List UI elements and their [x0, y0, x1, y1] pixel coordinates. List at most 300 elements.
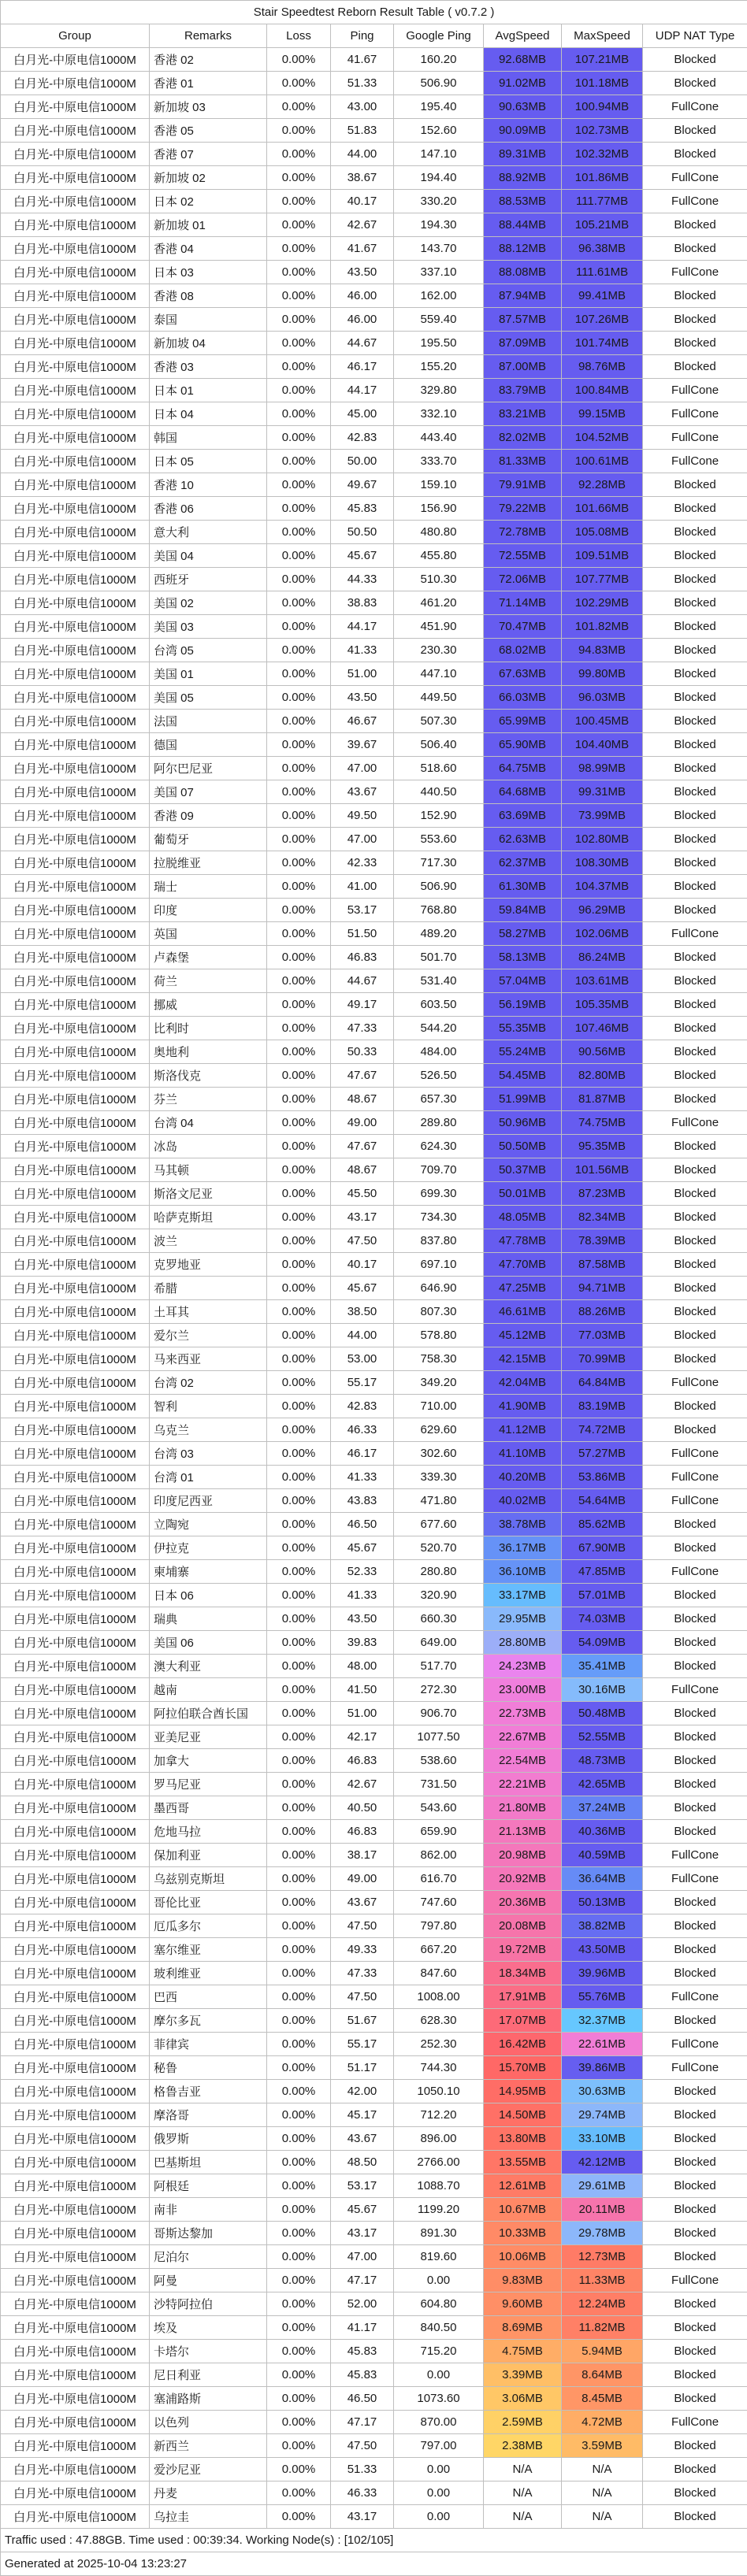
avg-speed-cell: 47.78MB — [484, 1229, 562, 1253]
table-row — [1, 2411, 747, 2434]
avg-speed-cell: 88.53MB — [484, 190, 562, 213]
max-speed-cell: 100.45MB — [562, 710, 643, 733]
avg-speed-cell: 87.00MB — [484, 355, 562, 379]
remarks-cell: 荷兰 — [150, 969, 267, 993]
loss-cell: 0.00% — [267, 1277, 331, 1300]
ping-cell: 46.00 — [331, 284, 394, 308]
max-speed-cell: 102.06MB — [562, 922, 643, 946]
max-speed-cell: N/A — [562, 2505, 643, 2529]
loss-cell: 0.00% — [267, 308, 331, 332]
ping-cell: 46.00 — [331, 308, 394, 332]
google-ping-cell: 629.60 — [394, 1418, 484, 1442]
avg-speed-cell: 8.69MB — [484, 2316, 562, 2340]
loss-cell: 0.00% — [267, 1158, 331, 1182]
group-cell: 白月光-中原电信1000M — [1, 143, 150, 166]
table-row — [1, 1914, 747, 1938]
remarks-cell: 阿根廷 — [150, 2174, 267, 2198]
nat-type-cell: Blocked — [643, 2481, 747, 2505]
remarks-cell: 印度 — [150, 899, 267, 922]
google-ping-cell: 712.20 — [394, 2103, 484, 2127]
table-row — [1, 2056, 747, 2080]
google-ping-cell: 2766.00 — [394, 2151, 484, 2174]
nat-type-cell: Blocked — [643, 1017, 747, 1040]
ping-cell: 45.83 — [331, 2340, 394, 2363]
table-row — [1, 332, 747, 355]
remarks-cell: 香港 08 — [150, 284, 267, 308]
google-ping-cell: 443.40 — [394, 426, 484, 450]
google-ping-cell: 862.00 — [394, 1844, 484, 1867]
loss-cell: 0.00% — [267, 710, 331, 733]
ping-cell: 47.17 — [331, 2411, 394, 2434]
table-row — [1, 615, 747, 639]
avg-speed-cell: 29.95MB — [484, 1607, 562, 1631]
remarks-cell: 日本 05 — [150, 450, 267, 473]
table-row — [1, 1513, 747, 1536]
google-ping-cell: 143.70 — [394, 237, 484, 261]
table-row — [1, 2340, 747, 2363]
ping-cell: 46.50 — [331, 1513, 394, 1536]
remarks-cell: 阿拉伯联合酋长国 — [150, 1702, 267, 1725]
nat-type-cell: Blocked — [643, 1773, 747, 1796]
google-ping-cell: 333.70 — [394, 450, 484, 473]
max-speed-cell: 38.82MB — [562, 1914, 643, 1938]
max-speed-cell: 82.80MB — [562, 1064, 643, 1088]
max-speed-cell: 67.90MB — [562, 1536, 643, 1560]
remarks-cell: 乌克兰 — [150, 1418, 267, 1442]
group-cell: 白月光-中原电信1000M — [1, 1631, 150, 1655]
ping-cell: 53.17 — [331, 2174, 394, 2198]
nat-type-cell: Blocked — [643, 2458, 747, 2481]
group-cell: 白月光-中原电信1000M — [1, 733, 150, 757]
table-row — [1, 1206, 747, 1229]
avg-speed-cell: 68.02MB — [484, 639, 562, 662]
table-row — [1, 166, 747, 190]
table-row — [1, 2363, 747, 2387]
loss-cell: 0.00% — [267, 2434, 331, 2458]
table-row — [1, 48, 747, 72]
table-row — [1, 1229, 747, 1253]
google-ping-cell: 717.30 — [394, 851, 484, 875]
ping-cell: 42.67 — [331, 213, 394, 237]
avg-speed-cell: 14.50MB — [484, 2103, 562, 2127]
table-row — [1, 450, 747, 473]
google-ping-cell: 289.80 — [394, 1111, 484, 1135]
col-header-avg-speed: AvgSpeed — [484, 24, 562, 48]
max-speed-cell: 100.94MB — [562, 95, 643, 119]
group-cell: 白月光-中原电信1000M — [1, 1064, 150, 1088]
ping-cell: 44.17 — [331, 379, 394, 402]
max-speed-cell: 64.84MB — [562, 1371, 643, 1395]
group-cell: 白月光-中原电信1000M — [1, 1158, 150, 1182]
google-ping-cell: 195.50 — [394, 332, 484, 355]
max-speed-cell: 104.40MB — [562, 733, 643, 757]
avg-speed-cell: 13.55MB — [484, 2151, 562, 2174]
google-ping-cell: 1088.70 — [394, 2174, 484, 2198]
ping-cell: 53.17 — [331, 899, 394, 922]
avg-speed-cell: 19.72MB — [484, 1938, 562, 1962]
remarks-cell: 比利时 — [150, 1017, 267, 1040]
table-row — [1, 946, 747, 969]
table-row — [1, 828, 747, 851]
table-row — [1, 1135, 747, 1158]
google-ping-cell: 1050.10 — [394, 2080, 484, 2103]
avg-speed-cell: 36.17MB — [484, 1536, 562, 1560]
remarks-cell: 德国 — [150, 733, 267, 757]
group-cell: 白月光-中原电信1000M — [1, 1182, 150, 1206]
avg-speed-cell: 9.83MB — [484, 2269, 562, 2292]
loss-cell: 0.00% — [267, 1206, 331, 1229]
avg-speed-cell: 87.94MB — [484, 284, 562, 308]
google-ping-cell: 819.60 — [394, 2245, 484, 2269]
avg-speed-cell: 83.79MB — [484, 379, 562, 402]
loss-cell: 0.00% — [267, 757, 331, 780]
loss-cell: 0.00% — [267, 1749, 331, 1773]
avg-speed-cell: 41.12MB — [484, 1418, 562, 1442]
google-ping-cell: 847.60 — [394, 1962, 484, 1985]
max-speed-cell: 111.61MB — [562, 261, 643, 284]
nat-type-cell: Blocked — [643, 1229, 747, 1253]
max-speed-cell: 101.18MB — [562, 72, 643, 95]
avg-speed-cell: 28.80MB — [484, 1631, 562, 1655]
remarks-cell: 尼日利亚 — [150, 2363, 267, 2387]
nat-type-cell: Blocked — [643, 1277, 747, 1300]
group-cell: 白月光-中原电信1000M — [1, 568, 150, 591]
group-cell: 白月光-中原电信1000M — [1, 2458, 150, 2481]
avg-speed-cell: 36.10MB — [484, 1560, 562, 1584]
avg-speed-cell: 17.07MB — [484, 2009, 562, 2033]
google-ping-cell: 156.90 — [394, 497, 484, 521]
loss-cell: 0.00% — [267, 2151, 331, 2174]
remarks-cell: 伊拉克 — [150, 1536, 267, 1560]
group-cell: 白月光-中原电信1000M — [1, 355, 150, 379]
max-speed-cell: 102.32MB — [562, 143, 643, 166]
nat-type-cell: Blocked — [643, 1749, 747, 1773]
table-row — [1, 1300, 747, 1324]
google-ping-cell: 697.10 — [394, 1253, 484, 1277]
max-speed-cell: 50.13MB — [562, 1891, 643, 1914]
generated-text: Generated at 2025-10-04 13:23:27 — [1, 2552, 747, 2576]
ping-cell: 43.67 — [331, 1891, 394, 1914]
max-speed-cell: 37.24MB — [562, 1796, 643, 1820]
group-cell: 白月光-中原电信1000M — [1, 332, 150, 355]
remarks-cell: 香港 04 — [150, 237, 267, 261]
ping-cell: 41.33 — [331, 639, 394, 662]
remarks-cell: 卡塔尔 — [150, 2340, 267, 2363]
ping-cell: 55.17 — [331, 2033, 394, 2056]
google-ping-cell: 160.20 — [394, 48, 484, 72]
nat-type-cell: FullCone — [643, 2269, 747, 2292]
loss-cell: 0.00% — [267, 1914, 331, 1938]
group-cell: 白月光-中原电信1000M — [1, 591, 150, 615]
ping-cell: 51.50 — [331, 922, 394, 946]
max-speed-cell: 29.74MB — [562, 2103, 643, 2127]
ping-cell: 48.00 — [331, 1655, 394, 1678]
table-row — [1, 1962, 747, 1985]
nat-type-cell: Blocked — [643, 1064, 747, 1088]
group-cell: 白月光-中原电信1000M — [1, 544, 150, 568]
loss-cell: 0.00% — [267, 1040, 331, 1064]
ping-cell: 49.67 — [331, 473, 394, 497]
nat-type-cell: Blocked — [643, 143, 747, 166]
max-speed-cell: 39.96MB — [562, 1962, 643, 1985]
google-ping-cell: 447.10 — [394, 662, 484, 686]
remarks-cell: 新加坡 03 — [150, 95, 267, 119]
table-row — [1, 355, 747, 379]
google-ping-cell: 710.00 — [394, 1395, 484, 1418]
loss-cell: 0.00% — [267, 284, 331, 308]
avg-speed-cell: 61.30MB — [484, 875, 562, 899]
avg-speed-cell: 55.24MB — [484, 1040, 562, 1064]
remarks-cell: 香港 01 — [150, 72, 267, 95]
group-cell: 白月光-中原电信1000M — [1, 213, 150, 237]
table-row — [1, 1040, 747, 1064]
table-row — [1, 2458, 747, 2481]
ping-cell: 45.67 — [331, 2198, 394, 2222]
ping-cell: 44.67 — [331, 332, 394, 355]
loss-cell: 0.00% — [267, 1678, 331, 1702]
group-cell: 白月光-中原电信1000M — [1, 1466, 150, 1489]
remarks-cell: 乌兹别克斯坦 — [150, 1867, 267, 1891]
avg-speed-cell: 62.63MB — [484, 828, 562, 851]
google-ping-cell: 870.00 — [394, 2411, 484, 2434]
loss-cell: 0.00% — [267, 1395, 331, 1418]
ping-cell: 41.67 — [331, 48, 394, 72]
nat-type-cell: Blocked — [643, 1796, 747, 1820]
group-cell: 白月光-中原电信1000M — [1, 473, 150, 497]
table-row — [1, 237, 747, 261]
ping-cell: 38.83 — [331, 591, 394, 615]
avg-speed-cell: 64.75MB — [484, 757, 562, 780]
group-cell: 白月光-中原电信1000M — [1, 1773, 150, 1796]
table-row — [1, 2009, 747, 2033]
max-speed-cell: 86.24MB — [562, 946, 643, 969]
remarks-cell: 格鲁吉亚 — [150, 2080, 267, 2103]
remarks-cell: 菲律宾 — [150, 2033, 267, 2056]
avg-speed-cell: 88.92MB — [484, 166, 562, 190]
ping-cell: 47.67 — [331, 1135, 394, 1158]
column-header-row — [1, 24, 747, 48]
table-row — [1, 1182, 747, 1206]
ping-cell: 51.83 — [331, 119, 394, 143]
loss-cell: 0.00% — [267, 804, 331, 828]
max-speed-cell: 102.29MB — [562, 591, 643, 615]
avg-speed-cell: 24.23MB — [484, 1655, 562, 1678]
table-row — [1, 72, 747, 95]
remarks-cell: 沙特阿拉伯 — [150, 2292, 267, 2316]
avg-speed-cell: 2.59MB — [484, 2411, 562, 2434]
ping-cell: 42.17 — [331, 1725, 394, 1749]
loss-cell: 0.00% — [267, 1938, 331, 1962]
remarks-cell: 卢森堡 — [150, 946, 267, 969]
table-row — [1, 95, 747, 119]
google-ping-cell: 0.00 — [394, 2505, 484, 2529]
avg-speed-cell: N/A — [484, 2505, 562, 2529]
avg-speed-cell: 54.45MB — [484, 1064, 562, 1088]
max-speed-cell: 30.63MB — [562, 2080, 643, 2103]
ping-cell: 46.33 — [331, 2481, 394, 2505]
avg-speed-cell: 90.09MB — [484, 119, 562, 143]
group-cell: 白月光-中原电信1000M — [1, 639, 150, 662]
max-speed-cell: 101.82MB — [562, 615, 643, 639]
nat-type-cell: Blocked — [643, 2103, 747, 2127]
ping-cell: 45.83 — [331, 497, 394, 521]
loss-cell: 0.00% — [267, 1725, 331, 1749]
table-row — [1, 2505, 747, 2529]
avg-speed-cell: 10.33MB — [484, 2222, 562, 2245]
google-ping-cell: 449.50 — [394, 686, 484, 710]
ping-cell: 43.50 — [331, 1607, 394, 1631]
remarks-cell: 拉脱维亚 — [150, 851, 267, 875]
nat-type-cell: FullCone — [643, 402, 747, 426]
loss-cell: 0.00% — [267, 686, 331, 710]
loss-cell: 0.00% — [267, 2245, 331, 2269]
remarks-cell: 巴基斯坦 — [150, 2151, 267, 2174]
nat-type-cell: Blocked — [643, 568, 747, 591]
loss-cell: 0.00% — [267, 261, 331, 284]
max-speed-cell: N/A — [562, 2481, 643, 2505]
loss-cell: 0.00% — [267, 1702, 331, 1725]
ping-cell: 47.50 — [331, 1914, 394, 1938]
group-cell: 白月光-中原电信1000M — [1, 2103, 150, 2127]
google-ping-cell: 526.50 — [394, 1064, 484, 1088]
google-ping-cell: 194.40 — [394, 166, 484, 190]
max-speed-cell: 100.61MB — [562, 450, 643, 473]
avg-speed-cell: 10.06MB — [484, 2245, 562, 2269]
table-row — [1, 190, 747, 213]
group-cell: 白月光-中原电信1000M — [1, 993, 150, 1017]
max-speed-cell: 11.82MB — [562, 2316, 643, 2340]
table-row — [1, 1867, 747, 1891]
group-cell: 白月光-中原电信1000M — [1, 946, 150, 969]
table-row — [1, 2198, 747, 2222]
table-row — [1, 2174, 747, 2198]
table-row — [1, 1796, 747, 1820]
table-row — [1, 213, 747, 237]
google-ping-cell: 0.00 — [394, 2481, 484, 2505]
google-ping-cell: 603.50 — [394, 993, 484, 1017]
loss-cell: 0.00% — [267, 426, 331, 450]
nat-type-cell: Blocked — [643, 1536, 747, 1560]
remarks-cell: 美国 02 — [150, 591, 267, 615]
loss-cell: 0.00% — [267, 1985, 331, 2009]
nat-type-cell: Blocked — [643, 710, 747, 733]
max-speed-cell: 99.31MB — [562, 780, 643, 804]
max-speed-cell: 96.29MB — [562, 899, 643, 922]
max-speed-cell: 54.64MB — [562, 1489, 643, 1513]
table-row — [1, 1466, 747, 1489]
ping-cell: 45.50 — [331, 1182, 394, 1206]
group-cell: 白月光-中原电信1000M — [1, 1749, 150, 1773]
nat-type-cell: Blocked — [643, 757, 747, 780]
col-header-google-ping: Google Ping — [394, 24, 484, 48]
remarks-cell: 丹麦 — [150, 2481, 267, 2505]
avg-speed-cell: 70.47MB — [484, 615, 562, 639]
google-ping-cell: 657.30 — [394, 1088, 484, 1111]
max-speed-cell: 111.77MB — [562, 190, 643, 213]
group-cell: 白月光-中原电信1000M — [1, 2411, 150, 2434]
ping-cell: 47.17 — [331, 2269, 394, 2292]
max-speed-cell: 107.77MB — [562, 568, 643, 591]
avg-speed-cell: 48.05MB — [484, 1206, 562, 1229]
ping-cell: 49.00 — [331, 1867, 394, 1891]
max-speed-cell: 95.35MB — [562, 1135, 643, 1158]
group-cell: 白月光-中原电信1000M — [1, 2340, 150, 2363]
max-speed-cell: 101.74MB — [562, 332, 643, 355]
table-row — [1, 851, 747, 875]
table-row — [1, 1017, 747, 1040]
nat-type-cell: Blocked — [643, 308, 747, 332]
ping-cell: 46.83 — [331, 1749, 394, 1773]
nat-type-cell: Blocked — [643, 1182, 747, 1206]
remarks-cell: 摩尔多瓦 — [150, 2009, 267, 2033]
group-cell: 白月光-中原电信1000M — [1, 1371, 150, 1395]
loss-cell: 0.00% — [267, 1820, 331, 1844]
google-ping-cell: 337.10 — [394, 261, 484, 284]
avg-speed-cell: 20.92MB — [484, 1867, 562, 1891]
google-ping-cell: 506.90 — [394, 875, 484, 899]
table-row — [1, 1536, 747, 1560]
remarks-cell: 哥斯达黎加 — [150, 2222, 267, 2245]
ping-cell: 47.50 — [331, 1985, 394, 2009]
title-row — [1, 1, 747, 24]
nat-type-cell: Blocked — [643, 72, 747, 95]
google-ping-cell: 517.70 — [394, 1655, 484, 1678]
ping-cell: 38.50 — [331, 1300, 394, 1324]
loss-cell: 0.00% — [267, 497, 331, 521]
ping-cell: 52.00 — [331, 2292, 394, 2316]
google-ping-cell: 252.30 — [394, 2033, 484, 2056]
max-speed-cell: 8.64MB — [562, 2363, 643, 2387]
group-cell: 白月光-中原电信1000M — [1, 2481, 150, 2505]
remarks-cell: 新加坡 01 — [150, 213, 267, 237]
ping-cell: 44.33 — [331, 568, 394, 591]
remarks-cell: 台湾 04 — [150, 1111, 267, 1135]
google-ping-cell: 451.90 — [394, 615, 484, 639]
loss-cell: 0.00% — [267, 2505, 331, 2529]
avg-speed-cell: 57.04MB — [484, 969, 562, 993]
remarks-cell: 摩洛哥 — [150, 2103, 267, 2127]
google-ping-cell: 837.80 — [394, 1229, 484, 1253]
remarks-cell: 阿尔巴尼亚 — [150, 757, 267, 780]
loss-cell: 0.00% — [267, 639, 331, 662]
ping-cell: 40.17 — [331, 190, 394, 213]
max-speed-cell: 108.30MB — [562, 851, 643, 875]
remarks-cell: 泰国 — [150, 308, 267, 332]
max-speed-cell: 98.99MB — [562, 757, 643, 780]
max-speed-cell: 103.61MB — [562, 969, 643, 993]
max-speed-cell: 90.56MB — [562, 1040, 643, 1064]
avg-speed-cell: 87.57MB — [484, 308, 562, 332]
loss-cell: 0.00% — [267, 2269, 331, 2292]
nat-type-cell: FullCone — [643, 379, 747, 402]
ping-cell: 46.50 — [331, 2387, 394, 2411]
group-cell: 白月光-中原电信1000M — [1, 190, 150, 213]
loss-cell: 0.00% — [267, 332, 331, 355]
ping-cell: 49.17 — [331, 993, 394, 1017]
avg-speed-cell: 65.90MB — [484, 733, 562, 757]
google-ping-cell: 747.60 — [394, 1891, 484, 1914]
nat-type-cell: Blocked — [643, 2222, 747, 2245]
avg-speed-cell: 3.06MB — [484, 2387, 562, 2411]
group-cell: 白月光-中原电信1000M — [1, 2434, 150, 2458]
max-speed-cell: 101.56MB — [562, 1158, 643, 1182]
group-cell: 白月光-中原电信1000M — [1, 402, 150, 426]
google-ping-cell: 461.20 — [394, 591, 484, 615]
max-speed-cell: 96.38MB — [562, 237, 643, 261]
ping-cell: 46.33 — [331, 1418, 394, 1442]
table-row — [1, 1371, 747, 1395]
nat-type-cell: Blocked — [643, 213, 747, 237]
